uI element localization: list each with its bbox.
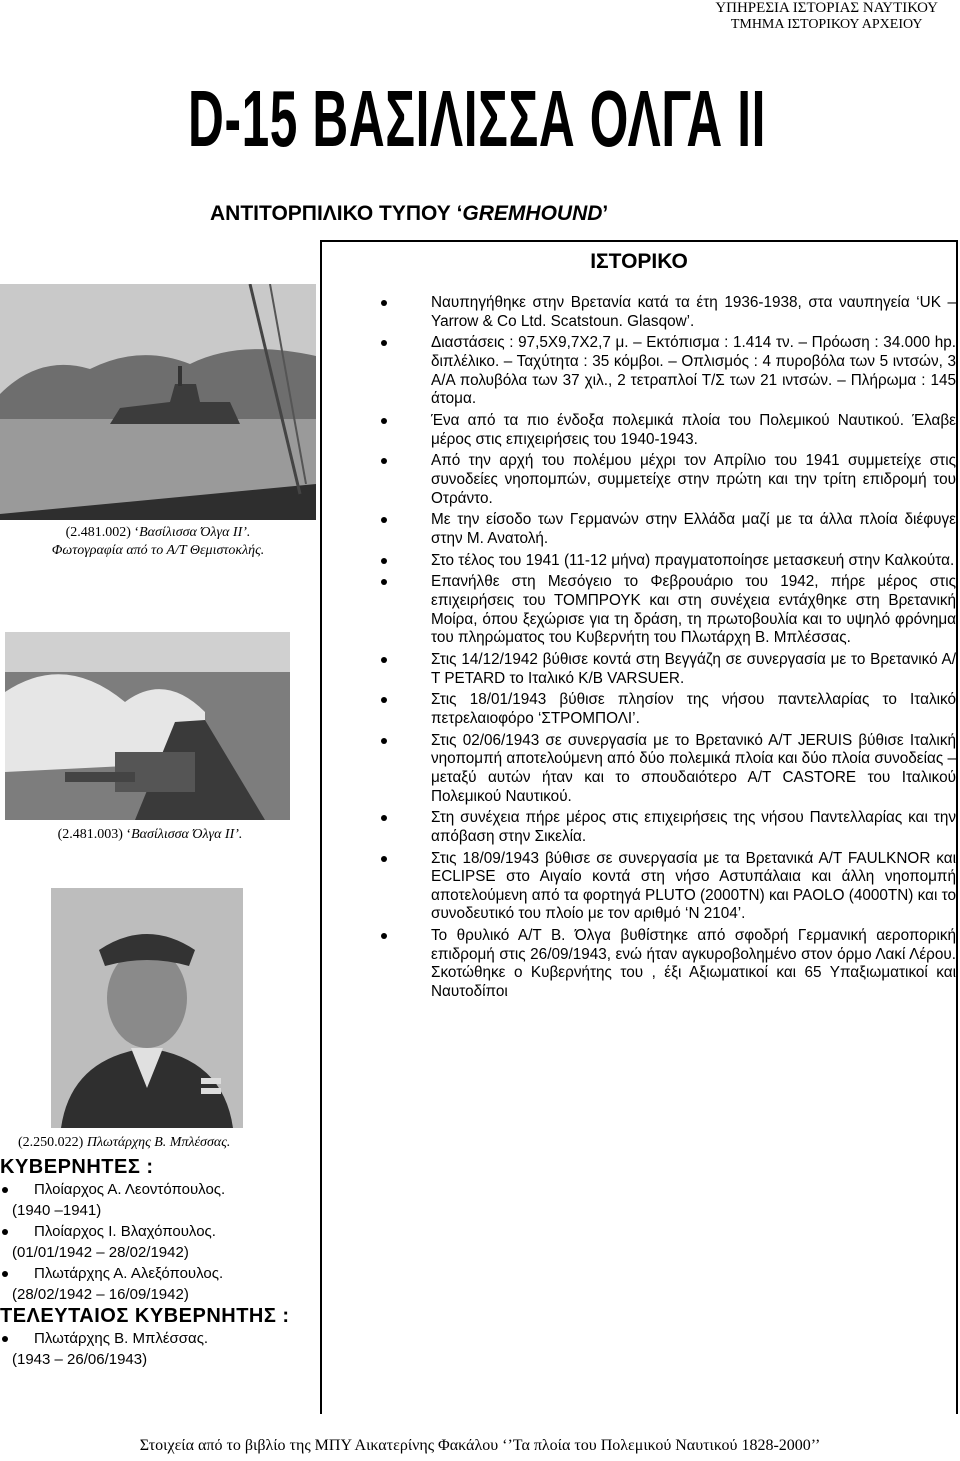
- history-item: Από την αρχή του πολέμου μέχρι τον Απρίλιο του 1941 συμμετείχε στις συνοδείες νηοπομπών, συμμετείχε στην πρώτη και την τρίτη επιδρομή του Οτράντο.: [380, 452, 956, 508]
- last-commander-list: [0, 1328, 322, 1370]
- caption-3-id: (2.250.022): [18, 1135, 84, 1150]
- last-commander-item: Πλωτάρχης Β. Μπλέσσας.: [0, 1328, 322, 1349]
- caption-2-name: Βασίλισσα Όλγα ΙΙ’.: [131, 827, 243, 842]
- subtitle-type: GREMHOUND: [462, 202, 603, 225]
- ship-title: D-15 ΒΑΣΙΛΙΣΣΑ ΟΛΓΑ ΙΙ: [188, 74, 767, 163]
- commander-item: Πλωτάρχης Α. Αλεξόπουλος.: [0, 1263, 322, 1284]
- portrait-caption: [18, 1134, 230, 1152]
- caption-1-name: Βασίλισσα Όλγα ΙΙ’.: [139, 525, 251, 540]
- history-item: Επανήλθε στη Μεσόγειο το Φεβρουάριο του 1942, πήρε μέρος στις επιχειρήσεις του ΤΟΜΠΡΟΥΚ και στη συνέχεια εντάχθηκε στη Βρετανική Μοίρα, όπου ξεχώρισε για τη δράση, τη πρωτοβουλία και το υψηλό φρόνημα του πληρώματος του Κυβερνήτη του Πλωτάρχη Β. Μπλέσσας.: [380, 573, 956, 647]
- commander-item: Πλοίαρχος Ι. Βλαχόπουλος.: [0, 1221, 322, 1242]
- history-item: Στις 14/12/1942 βύθισε κοντά στη Βεγγάζη σε συνεργασία με το Βρετανικό Α/Τ PETARD το Ιταλικό Κ/Β VARSUER.: [380, 651, 956, 688]
- commanders-heading: ΚΥΒΕΡΝΗΤΕΣ :: [0, 1156, 154, 1178]
- header-service: ΥΠΗΡΕΣΙΑ ΙΣΤΟΡΙΑΣ ΝΑΥΤΙΚΟΥ: [715, 0, 938, 16]
- history-item: Στις 02/06/1943 σε συνεργασία με το Βρετανικό Α/Τ JERUIS βύθισε Ιταλική νηοπομπή αποτελούμενη από δύο πολεμικά πλοία και δύο πλοία συνοδείας – μεταξύ αυτών ήταν και το σπουδαιότερο Α/Τ CASTORE του Ιταλικού Πολεμικού Ναυτικού.: [380, 732, 956, 806]
- header-department: ΤΜΗΜΑ ΙΣΤΟΡΙΚΟΥ ΑΡΧΕΙΟΥ: [730, 17, 923, 32]
- caption-1-source: Φωτογραφία από το Α/Τ Θεμιστοκλής.: [51, 543, 265, 558]
- commander-period: (01/01/1942 – 28/02/1942): [12, 1244, 189, 1261]
- commanders-list: [0, 1179, 322, 1305]
- archive-header: [715, 0, 938, 33]
- ship-subtitle: [210, 202, 608, 226]
- history-list: [380, 294, 956, 1005]
- commander-item: Πλοίαρχος Α. Λεοντόπουλος.: [0, 1179, 322, 1200]
- commanders-section: [0, 1156, 322, 1370]
- last-commander-period: (1943 – 26/06/1943): [12, 1351, 148, 1368]
- caption-3-name: Πλωτάρχης Β. Μπλέσσας.: [86, 1135, 231, 1150]
- caption-2-id: (2.481.003): [57, 827, 123, 842]
- commander-portrait: [51, 888, 243, 1128]
- bow-photo: [5, 632, 290, 820]
- history-item: Στο τέλος του 1941 (11-12 μήνα) πραγματοποίησε μετασκευή στην Καλκούτα.: [380, 552, 956, 571]
- history-item: Με την είσοδο των Γερμανών στην Ελλάδα μαζί με τα άλλα πλοία διέφυγε στην Μ. Ανατολή.: [380, 511, 956, 548]
- last-commander-heading: ΤΕΛΕΥΤΑΙΟΣ ΚΥΒΕΡΝΗΤΗΣ :: [0, 1305, 290, 1327]
- subtitle-suffix: ’: [602, 202, 609, 225]
- history-item: Ναυπηγήθηκε στην Βρετανία κατά τα έτη 1936-1938, στα ναυπηγεία ‘UK – Yarrow & Co Ltd. Scatstoun. Glasqow’.: [380, 294, 956, 331]
- history-item: Διαστάσεις : 97,5Χ9,7Χ2,7 μ. – Εκτόπισμα : 1.414 τν. – Πρόωση : 34.000 hp. διπλέλικο. – Ταχύτητα : 35 κόμβοι. – Οπλισμός : 4 πυροβόλα των 5 ιντσών, 3 Α/Α πολυβόλα των 37 χιλ., 2 τετραπλοί Τ/Σ των 21 ιντσών. – Πλήρωμα : 145 άτομα.: [380, 334, 956, 408]
- ship-photo-caption: (2.481.002) ‘Βασίλισσα Όλγα ΙΙ’. Φωτογραφία από το Α/Τ Θεμιστοκλής.: [51, 525, 265, 558]
- history-item: Στις 18/01/1943 βύθισε πλησίον της νήσου παντελλαρίας το Ιταλικό πετρελαιοφόρο ‘ΣΤΡΟΜΠΟΛΙ’.: [380, 691, 956, 728]
- history-item: Στη συνέχεια πήρε μέρος στις επιχειρήσεις της νήσου Παντελλαρίας και την απόβαση στην Σικελία.: [380, 809, 956, 846]
- history-heading: ΙΣΤΟΡΙΚΟ: [590, 250, 688, 273]
- history-item: Στις 18/09/1943 βύθισε σε συνεργασία με τα Βρετανικά Α/Τ FAULKNOR και ECLIPSE στο Αιγαίο κοντά στη νήσο Αστυπάλαια και άλλη νηοπομπή αποτελούμενη από τα φορτηγά PLUTO (2000TN) και PAOLO (4000TN) και το συνοδευτικό του πλοίο με τον αριθμό ‘Ν 2104’.: [380, 850, 956, 924]
- history-item: Ένα από τα πιο ένδοξα πολεμικά πλοία του Πολεμικού Ναυτικού. Έλαβε μέρος στις επιχειρήσεις του 1940-1943.: [380, 412, 956, 449]
- bow-photo-caption: (2.481.003) ‘Βασίλισσα Όλγα ΙΙ’.: [57, 827, 243, 842]
- history-item: Το θρυλικό Α/Τ Β. Όλγα βυθίστηκε από σφοδρή Γερμανική αεροπορική επιδρομή στις 26/09/1943, ενώ ήταν αγκυροβολημένο στον όρμο Λακί Λέρου. Σκοτώθηκε ο Κυβερνήτης του , έξι Αξιωματικοί και 65 Υπαξιωματικοί και Ναυτοδίποι: [380, 927, 956, 1001]
- ship-photo: [0, 284, 316, 520]
- subtitle-prefix: ΑΝΤΙΤΟΡΠΙΛΙΚΟ ΤΥΠΟΥ ‘: [210, 202, 463, 225]
- source-footer: Στοιχεία από το βιβλίο της ΜΠΥ Αικατερίνης Φακάλου ‘’Τα πλοία του Πολεμικού Ναυτικού 1828-2000’’: [139, 1437, 821, 1454]
- caption-1-id: (2.481.002): [65, 525, 131, 540]
- commander-period: (28/02/1942 – 16/09/1942): [12, 1286, 189, 1303]
- commander-period: (1940 –1941): [12, 1202, 102, 1219]
